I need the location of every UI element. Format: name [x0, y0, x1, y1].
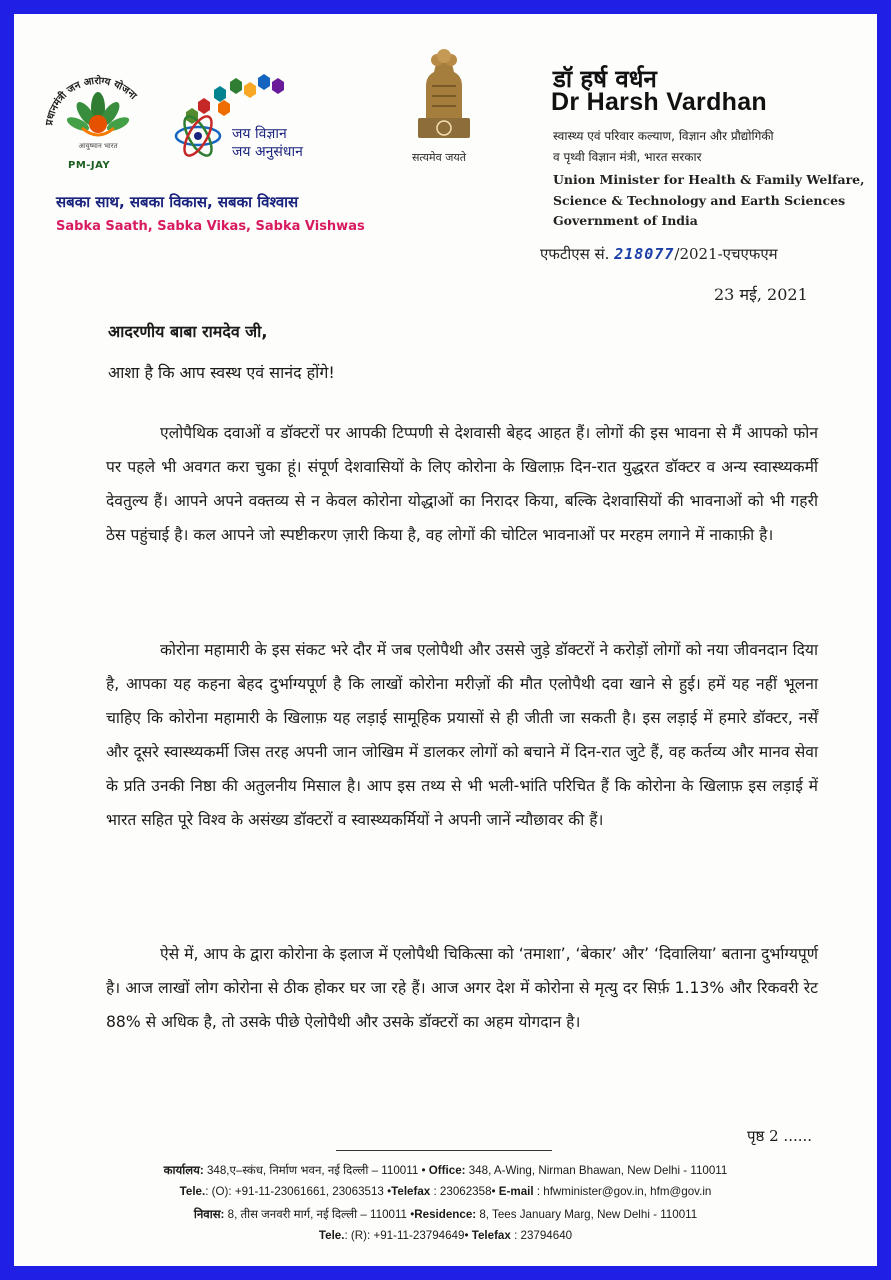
page-continuation: पृष्ठ 2 ......	[747, 1127, 813, 1145]
national-emblem-icon	[404, 36, 484, 146]
residence-address-hindi: 8, तीस जनवरी मार्ग, नई दिल्ली – 110011 •	[224, 1208, 415, 1221]
designation-english-line3: Government of India	[553, 213, 698, 228]
minister-name-english: Dr Harsh Vardhan	[551, 88, 767, 116]
pmjay-label: PM-JAY	[68, 160, 111, 171]
office-label-hindi: कार्यालय:	[163, 1164, 204, 1177]
paragraph-1: एलोपैथिक दवाओं व डॉक्टरों पर आपकी टिप्पणी से देशवासी बेहद आहत हैं। लोगों की इस भावना से मैं आपको फोन पर पहले भी अवगत करा चुका हूं। संपूर्ण देशवासियों के लिए कोरोना के खिलाफ़ दिन-रात युद्धरत डॉक्टर व अन्य स्वास्थ्यकर्मी देवतुल्य हैं। आपने अपने वक्तव्य से न केवल कोरोना योद्धाओं का निरादर किया, बल्कि देशवासियों की भावनाओं को भी गहरी ठेस पहुंचाई है। कल आपने जो स्पष्टीकरण ज़ारी किया है, वह लोगों की चोटिल भावनाओं पर मरहम लगाने में नाकाफ़ी है।	[106, 424, 818, 544]
greeting: आशा है कि आप स्वस्थ एवं सानंद होंगे!	[108, 363, 335, 382]
office-address-english: 348, A-Wing, Nirman Bhawan, New Delhi - 110011	[465, 1164, 728, 1177]
reference-suffix: /2021-एचएफएम	[674, 245, 778, 263]
reference-prefix: एफटीएस सं.	[540, 245, 610, 263]
residence-label-hindi: निवास:	[193, 1208, 225, 1221]
footer-contact-line	[20, 1185, 871, 1198]
residence-label-english: Residence:	[414, 1208, 477, 1221]
tele-residence: : (R): +91-11-23794649•	[344, 1229, 469, 1242]
footer-residence-line	[20, 1207, 871, 1222]
jay-anusandhan-text: जय अनुसंधान	[232, 144, 303, 160]
reference-number	[540, 244, 778, 264]
footer-divider	[336, 1150, 552, 1151]
emblem-motto: सत्यमेव जयते	[412, 151, 467, 164]
jay-vigyan-text: जय विज्ञान	[232, 126, 287, 142]
designation-english-line1: Union Minister for Health & Family Welfare,	[553, 172, 865, 187]
telefax-label-2: Telefax	[468, 1229, 511, 1242]
pmjay-sub-text: आयुष्मान भारत	[78, 142, 118, 150]
footer-residence-phone-line	[20, 1229, 871, 1242]
tele-label: Tele.	[179, 1185, 206, 1198]
reference-handwritten-number: 218077	[614, 245, 675, 263]
slogan-hindi: सबका साथ, सबका विकास, सबका विश्वास	[56, 193, 299, 211]
paragraph-3: ऐसे में, आप के द्वारा कोरोना के इलाज में एलोपैथी चिकित्सा को ‘तमाशा’, ‘बेकार’ और’ ‘दिवालिया’ बताना दुर्भाग्यपूर्ण है। आज लाखों लोग कोरोना से ठीक होकर घर जा रहे हैं। आज अगर देश में कोरोना से मृत्यु दर सिर्फ़ 1.13% और रिकवरी रेट 88% से अधिक है, तो उसके पीछे ऐलोपैथी और उसके डॉक्टरों का अहम योगदान है।	[106, 945, 818, 1031]
office-address-hindi: 348,ए–स्कंध, निर्माण भवन, नई दिल्ली – 110011 •	[203, 1164, 429, 1177]
email-link[interactable]: : hfwminister@gov.in, hfm@gov.in	[533, 1185, 712, 1198]
pmjay-arc-text: प्रधानमंत्री जन आरोग्य योजना	[44, 75, 139, 127]
telefax-residence: : 23794640	[510, 1229, 573, 1242]
designation-hindi-line2: व पृथ्वी विज्ञान मंत्री, भारत सरकार	[553, 150, 702, 164]
designation-english-line2: Science & Technology and Earth Sciences	[553, 193, 846, 208]
paragraph-2: कोरोना महामारी के इस संकट भरे दौर में जब एलोपैथी और उससे जुड़े डॉक्टरों ने करोड़ों लोगों को नया जीवनदान दिया है, आपका यह कहना बेहद दुर्भाग्यपूर्ण है कि लाखों कोरोना मरीज़ों की मौत एलोपैथी दवा खाने से हुई। हमें यह नहीं भूलना चाहिए कि कोरोना महामारी के खिलाफ़ यह लड़ाई सामूहिक प्रयासों से ही जीती जा सकती है। इस लड़ाई में हमारे डॉक्टर, नर्सें और दूसरे स्वास्थ्यकर्मी जिस तरह अपनी जान जोखिम में डालकर लोगों को बचाने में दिन-रात जुटे हैं, वह कर्तव्य और मानव सेवा के प्रति उनकी निष्ठा की अतुलनीय मिसाल है। आप इस तथ्य से भी भली-भांति परिचित हैं कि कोरोना के खिलाफ़ इस लड़ाई में भारत सहित पूरे विश्व के असंख्य डॉक्टरों व स्वास्थ्यकर्मियों ने अपनी जानें न्यौछावर की हैं।	[106, 641, 818, 829]
letter-date: 23 मई, 2021	[714, 285, 808, 304]
tele-label-2: Tele.	[318, 1229, 345, 1242]
designation-hindi-line1: स्वास्थ्य एवं परिवार कल्याण, विज्ञान और प्रौद्योगिकी	[553, 129, 774, 143]
office-label-english: Office:	[428, 1164, 466, 1177]
tele-office: : (O): +91-11-23061661, 23063513 •	[205, 1185, 392, 1198]
slogan-english: Sabka Saath, Sabka Vikas, Sabka Vishwas	[56, 219, 365, 234]
salutation: आदरणीय बाबा रामदेव जी,	[108, 322, 268, 341]
email-label: E-mail	[495, 1185, 534, 1198]
telefax-label: Telefax	[391, 1185, 431, 1198]
minister-name-hindi: डॉ हर्ष वर्धन	[553, 65, 657, 93]
residence-address-english: 8, Tees January Marg, New Delhi - 110011	[476, 1208, 698, 1221]
telefax-office: : 23062358•	[430, 1185, 496, 1198]
footer-office-line	[20, 1163, 871, 1178]
